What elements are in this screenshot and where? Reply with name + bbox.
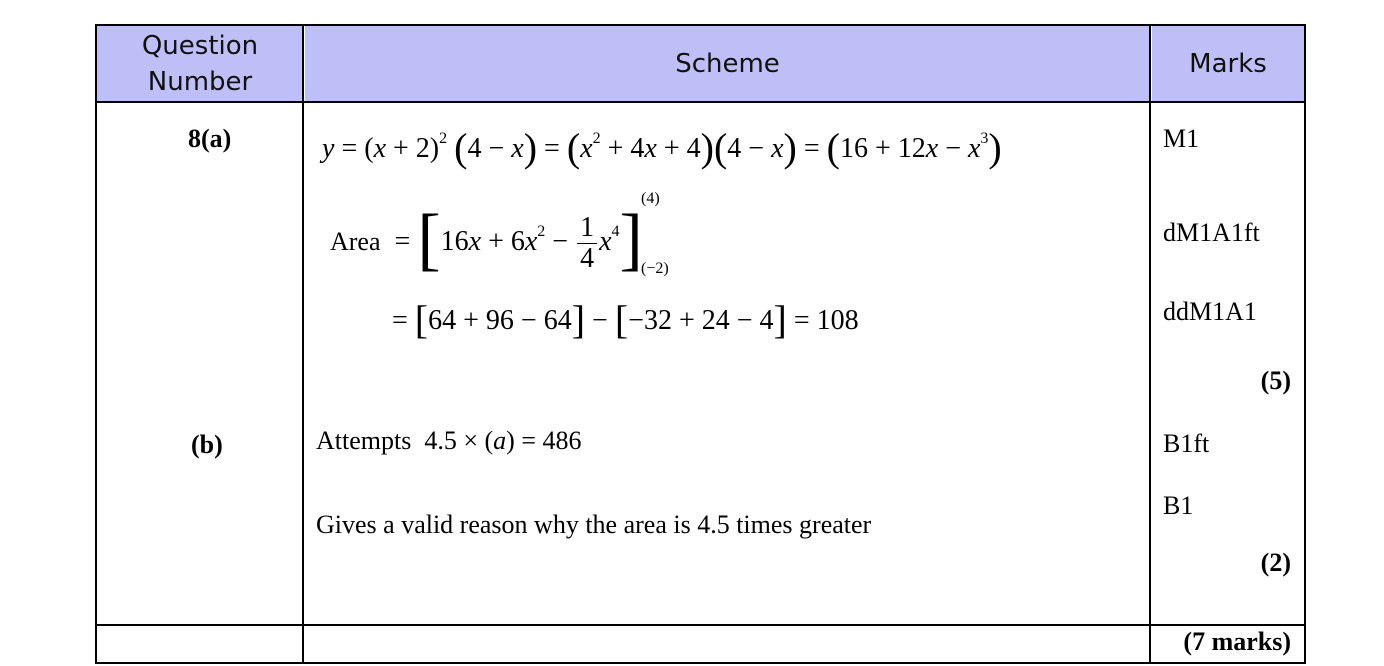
attempts-word: Attempts: [316, 426, 412, 455]
upper-limit: (4): [641, 190, 660, 207]
scheme-line-evaluation: = [64 + 96 − 64] − [−32 + 24 − 4] = 108: [392, 297, 859, 342]
mark-b-line1: B1ft: [1163, 429, 1210, 458]
header-scheme: Scheme: [305, 26, 1150, 102]
header-marks: Marks: [1152, 26, 1304, 102]
mark-a-line3: ddM1A1: [1163, 297, 1257, 326]
column-divider: [1149, 26, 1151, 662]
scheme-line-integral: Area = [$16x + 6x^2$ − $\frac{1}{4}$ $x^4$]: [330, 201, 643, 278]
header-question-number: [97, 26, 303, 102]
row-divider: [97, 101, 1304, 103]
question-8b-label: (b): [191, 430, 223, 459]
scheme-line-expansion: $y = (x + 2)^2$ $(4 - x) = (x^2 + 4x + 4)(4 - x) = (16 + 12x - x^3)$: [322, 125, 1002, 170]
question-8a-label: 8(a): [188, 124, 232, 153]
grand-total: (7 marks): [1183, 627, 1291, 656]
header-question-line1: Question: [141, 31, 259, 61]
mark-b-total: (2): [1260, 548, 1291, 577]
area-word: Area: [330, 227, 381, 256]
scheme-line-b2: Gives a valid reason why the area is 4.5 times greater: [316, 510, 872, 539]
mark-a-total: (5): [1260, 366, 1291, 395]
mark-a-line1: M1: [1163, 124, 1200, 153]
header-question-line2: Number: [147, 67, 253, 97]
row-divider: [97, 624, 1304, 626]
mark-b-line2: B1: [1163, 491, 1194, 520]
scheme-line-b1: Attempts 4.5 × (a) = 486: [316, 426, 582, 455]
mark-a-line2: dM1A1ft: [1163, 218, 1260, 247]
lower-limit: (−2): [641, 260, 669, 277]
column-divider: [302, 26, 304, 662]
